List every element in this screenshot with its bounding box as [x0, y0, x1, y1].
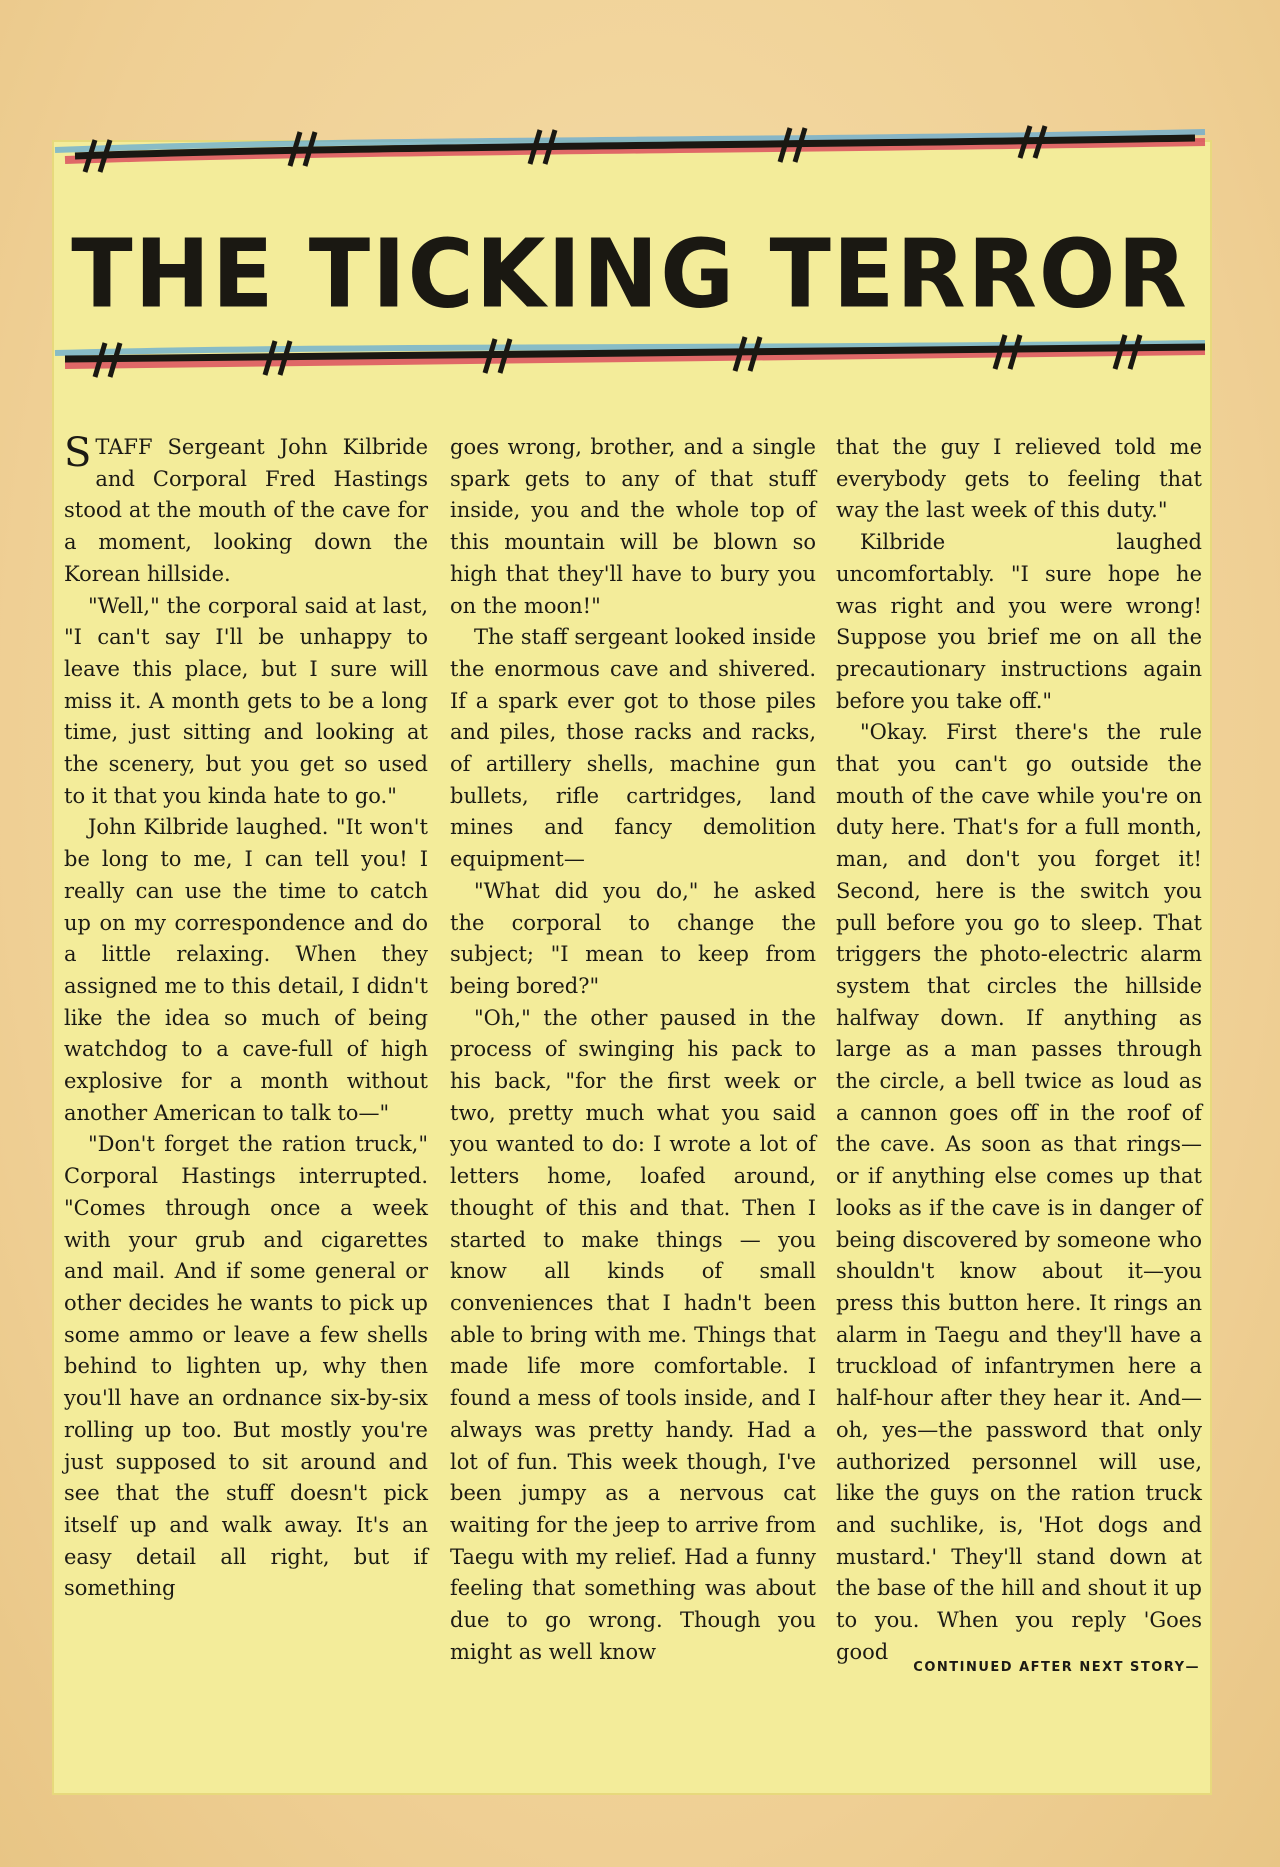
paragraph: "Well," the corporal said at last, "I can't say I'll be unhappy to leave this place, but I sure will miss it. A month gets to be a long time, just sitting and looking at the scenery, but you get so used to it that you kinda hate to go."	[64, 593, 428, 808]
drop-cap: S	[64, 430, 92, 476]
paragraph: goes wrong, brother, and a single spark gets to any of that stuff inside, you and the whole top of this mountain will be blown so high that they'll have to bury you on the moon!"	[450, 435, 816, 618]
barbed-wire-bottom	[55, 325, 1205, 385]
story-column-3	[836, 432, 1202, 1668]
paragraph: "What did you do," he asked the corporal to change the subject; "I mean to keep from being bored?"	[450, 878, 816, 998]
paragraph: John Kilbride laughed. "It won't be long to me, I can tell you! I really can use the time to catch up on my correspondence and do a little relaxing. When they assigned me to this detail, I didn't like the idea so much of being watchdog to a cave-full of high explosive for a month without another American to talk to—"	[64, 815, 428, 1125]
paragraph: STAFF Sergeant John Kilbride and Corporal Fred Hastings stood at the mouth of the cave for a moment, looking down the Korean hillside.	[64, 430, 428, 586]
paragraph: Kilbride laughed uncomfortably. "I sure hope he was right and you were wrong! Suppose you brief me on all the precautionary instructions again before you take off."	[836, 530, 1202, 713]
paragraph: "Don't forget the ration truck," Corporal Hastings interrupted. "Comes through once a week with your grub and cigarettes and mail. And if some general or other decides he wants to pick up some ammo or leave a few shells behind to lighten up, why then you'll have an ordnance six-by-six rolling up too. But mostly you're just supposed to sit around and see that the stuff doesn't pick itself up and walk away. It's an easy detail all right, but if something	[64, 1132, 428, 1601]
paragraph: "Oh," the other paused in the process of swinging his pack to his back, "for the first week or two, pretty much what you said you wanted to do: I wrote a lot of letters home, loafed around, thought of this and that. Then I started to make things — you know all kinds of small conveniences that I hadn't been able to bring with me. Things that made life more comfortable. I found a mess of tools inside, and I always was pretty handy. Had a lot of fun. This week though, I've been jumpy as a nervous cat waiting for the jeep to arrive from Taegu with my relief. Had a funny feeling that something was about due to go wrong. Though you might as well know	[450, 1005, 816, 1664]
continued-notice: CONTINUED AFTER NEXT STORY—	[913, 1660, 1200, 1675]
story-column-1	[64, 432, 428, 1605]
story-column-2	[450, 432, 816, 1668]
paragraph: that the guy I relieved told me everybody gets to feeling that way the last week of this duty."	[836, 435, 1202, 523]
paragraph: The staff sergeant looked inside the enormous cave and shivered. If a spark ever got to those piles and piles, those racks and racks, of artillery shells, machine gun bullets, rifle cartridges, land mines and fancy demolition equipment—	[450, 625, 816, 872]
barbed-wire-top	[55, 120, 1205, 180]
story-title: THE TICKING TERROR	[71, 219, 1189, 330]
paragraph: "Okay. First there's the rule that you can't go outside the mouth of the cave while you're on duty here. That's for a full month, man, and don't you forget it! Second, here is the switch you pull before you go to sleep. That triggers the photo-electric alarm system that circles the hillside halfway down. If anything as large as a man passes through the circle, a bell twice as loud as a cannon goes off in the roof of the cave. As soon as that rings—or if anything else comes up that looks as if the cave is in danger of being discovered by someone who shouldn't know about it—you press this button here. It rings an alarm in Taegu and they'll have a truckload of infantrymen here a half-hour after they hear it. And—oh, yes—the password that only authorized personnel will use, like the guys on the ration truck and suchlike, is, 'Hot dogs and mustard.' They'll stand down at the base of the hill and shout it up to you. When you reply 'Goes good	[836, 720, 1202, 1664]
